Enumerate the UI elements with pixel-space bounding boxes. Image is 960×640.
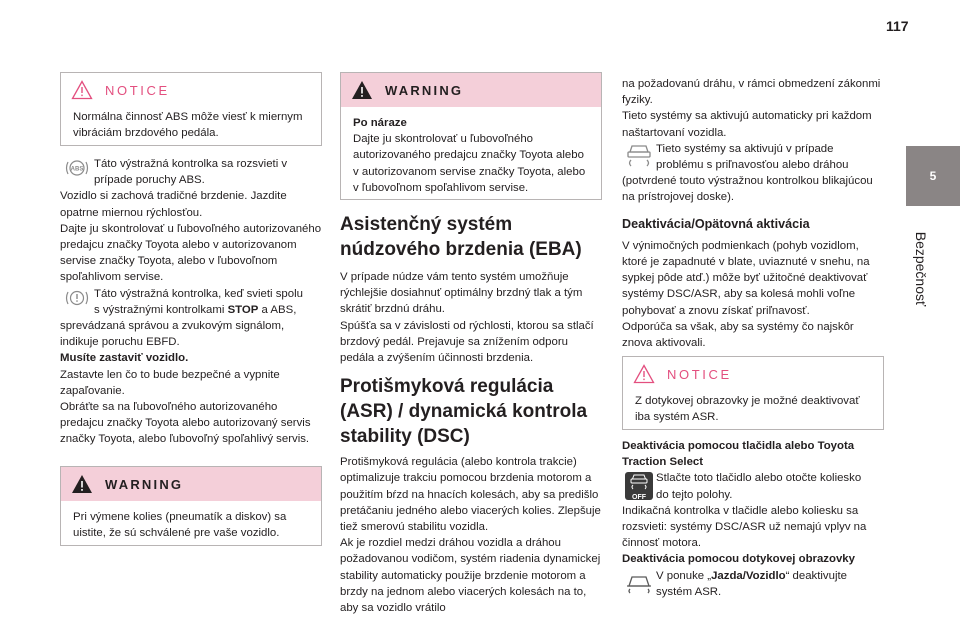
eba-title-line2: núdzového brzdenia (EBA) — [340, 239, 582, 260]
warning-header — [61, 467, 321, 501]
abs-lamp-slot — [60, 156, 94, 180]
dsc-title-line2: (ASR) / dynamická kontrola — [340, 401, 588, 423]
touchscreen-slot — [622, 568, 656, 598]
notice-title: NOTICE — [667, 366, 732, 382]
abs-warning-lamp-icon — [63, 158, 91, 178]
warning-box-collision — [340, 72, 602, 200]
steering-wheel-icon — [625, 572, 653, 594]
brake-warning-lamp-icon — [63, 288, 91, 308]
touchscreen-lines — [656, 568, 847, 600]
deactivation-title: Deaktivácia/Opätovná aktivácia — [622, 216, 810, 231]
button-heading-line2: Traction Select — [622, 456, 704, 469]
intro-text: na požadovanú dráhu, v rámci obmedzení zákonmi fyziky. Tieto systémy sa aktivujú automaticky pri každom naštartovaní vozidla. — [622, 78, 881, 139]
off-button-lines — [656, 470, 861, 502]
screen-line1-post: “ deaktivujte — [785, 569, 847, 582]
stop-description: Zastavte len čo to bude bezpečné a vypnite zapaľovanie. Obráťte sa na ľubovoľného autorizovaného predajcu značky Toyota alebo autorizovaný servis značky Toyota, alebo ľubovoľný spoľahlivý servis. — [60, 368, 311, 446]
button-heading-line1: Deaktivácia pomocou tlačidla alebo Toyota — [622, 440, 855, 452]
eba-section-title — [340, 214, 602, 261]
warning-header — [341, 73, 601, 107]
screen-line1 — [656, 568, 847, 584]
skid-lamp-lines — [656, 141, 849, 173]
dsc-title-line1: Protišmyková regulácia — [340, 376, 554, 398]
warning-body — [341, 107, 601, 206]
brake-lamp-line1: Táto výstražná kontrolka, keď svieti spolu — [94, 287, 303, 300]
page-number: 117 — [886, 18, 909, 34]
abs-lamp-line2: prípade poruchy ABS. — [94, 174, 205, 187]
warning-box-wheels — [60, 466, 322, 546]
stop-label: STOP — [227, 303, 259, 316]
chapter-title-text: Bezpečnosť — [913, 231, 929, 307]
menu-name: Jazda/Vozidlo — [711, 569, 786, 582]
column-1-text — [60, 156, 322, 448]
off-button-row — [622, 470, 884, 502]
skid-line1: Tieto systémy sa aktivujú v prípade — [656, 142, 834, 155]
warning-triangle-icon — [71, 474, 93, 494]
notice-header — [61, 73, 321, 107]
warning-text: Dajte ju skontrolovať u ľubovoľného autorizovaného predajcu značky Toyota alebo v autorizovanom servise značky Toyota, alebo v ľubovoľnom spoľahlivom servise. — [353, 133, 586, 194]
button-description: Indikačná kontrolka v tlačidle alebo koliesku sa rozsvieti: systémy DSC/ASR už nemajú vplyv na činnosť motora. — [622, 504, 867, 550]
notice-text: Z dotykovej obrazovky je možné deaktivovať iba systém ASR. — [635, 395, 860, 424]
off-button-slot — [622, 470, 656, 502]
brake-lamp-lines — [94, 286, 303, 318]
abs-lamp-row — [60, 156, 322, 188]
chapter-title — [908, 214, 934, 324]
chapter-tab[interactable] — [906, 146, 960, 206]
dsc-text: Protišmyková regulácia (alebo kontrola trakcie) optimalizuje trakciu pomocou brzdenia motorom a použitím bŕzd na hnacích kolesách, aby sa predišlo pretáčaniu jedného alebo viacerých kolies. Zlepšuje tiež smerovú stabilitu vozidla. Ak je rozdiel medzi dráhou vozidla a dráhou požadovanou vodičom, systém riadenia dynamickej stability automaticky použije brzdenie motorom a brzdy na jednom alebo viacerých kolesách na to, aby sa vozidlo vrátilo — [340, 456, 601, 615]
warning-text: Pri výmene kolies (pneumatík a diskov) sa uistite, že sú schválené pre vaše vozidlo. — [73, 511, 287, 540]
abs-lamp-lines — [94, 156, 287, 188]
column-3-lower-text — [622, 438, 884, 600]
warning-title: WARNING — [385, 82, 464, 98]
button-line1: Stlačte toto tlačidlo alebo otočte koliesko — [656, 472, 862, 485]
brake-lamp-line2-post: a ABS, — [258, 303, 297, 316]
chapter-number: 5 — [929, 169, 937, 183]
notice-triangle-icon — [633, 364, 655, 384]
skid-lamp-slot — [622, 141, 656, 171]
column-2-text — [340, 214, 602, 616]
stop-instruction: Musíte zastaviť vozidlo. — [60, 352, 189, 365]
notice-header — [623, 357, 883, 391]
screen-line1-pre: V ponuke „ — [656, 569, 712, 582]
off-label: OFF — [632, 494, 646, 502]
notice-box-abs — [60, 72, 322, 146]
notice-box-asr — [622, 356, 884, 430]
dsc-section-title — [340, 376, 602, 448]
column-3-text — [622, 76, 884, 351]
skid-line2: problému s priľnavosťou alebo dráhou — [656, 159, 849, 172]
abs-lamp-description: Vozidlo si zachová tradičné brzdenie. Jazdite opatrne miernou rýchlosťou. Dajte ju skontrolovať u ľubovoľného autorizovaného predajcu značky Toyota alebo v autorizovanom servise značky Toyota, alebo v ľubovoľnom spoľahlivom servise. — [60, 190, 322, 284]
brake-lamp-line2 — [94, 302, 303, 318]
touchscreen-row — [622, 568, 884, 600]
skid-lamp-row — [622, 141, 884, 173]
brake-lamp-slot — [60, 286, 94, 310]
warning-subheading: Po náraze — [353, 117, 407, 129]
brake-lamp-row — [60, 286, 322, 318]
notice-title: NOTICE — [105, 82, 170, 98]
notice-text: Normálna činnosť ABS môže viesť k miernym vibráciám brzdového pedála. — [73, 111, 303, 140]
abs-lamp-line1: Táto výstražná kontrolka sa rozsvieti v — [94, 158, 288, 170]
notice-triangle-icon — [71, 80, 93, 100]
svg-text:ABS: ABS — [70, 166, 84, 173]
screen-line2: systém ASR. — [656, 585, 722, 598]
eba-text: V prípade núdze vám tento systém umožňuje rýchlejšie dosiahnuť optimálny brzdný tlak a tým skrátiť brzdnú dráhu. Spúšťa sa v závislosti od rýchlosti, ktorou sa stlačí brzdový pedál. Prejavuje sa znížením odporu pedála a zvýšením účinnosti brzdenia. — [340, 271, 594, 365]
warning-title: WARNING — [105, 476, 184, 492]
warning-triangle-icon — [351, 80, 373, 100]
brake-lamp-description: sprevádzaná správou a zvukovým signálom, indikuje poruchu EBFD. — [60, 320, 285, 349]
skid-description: (potvrdené touto výstražnou kontrolkou blikajúcou na prístrojovej doske). — [622, 175, 873, 204]
brake-lamp-line2-pre: s výstražnými kontrolkami — [94, 303, 228, 316]
button-line2: do tejto polohy. — [656, 488, 733, 501]
vehicle-skid-icon — [625, 143, 653, 169]
dsc-title-line3: stability (DSC) — [340, 426, 470, 448]
deactivation-text: V výnimočných podmienkach (pohyb vozidlom, ktoré je zapadnuté v blate, uviaznuté v snehu, na sypkej pôde atď.) môže byť užitočné deaktivovať systémy DSC/ASR, aby sa kolesá mohli voľne pohybovať a znovu získať priľnavosť. Odporúča sa však, aby sa systémy čo najskôr znova aktivovali. — [622, 239, 870, 350]
eba-title-line1: Asistenčný systém — [340, 214, 513, 235]
touchscreen-heading: Deaktivácia pomocou dotykovej obrazovky — [622, 553, 855, 566]
